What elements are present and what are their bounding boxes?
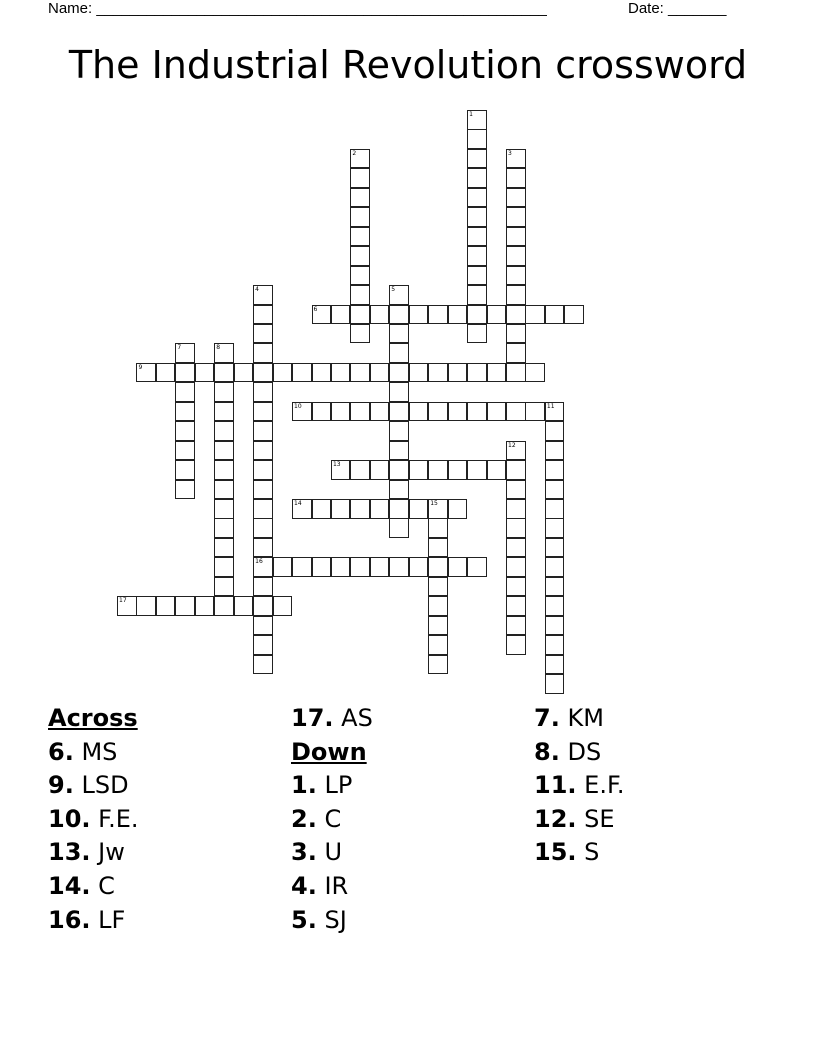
grid-cell[interactable] bbox=[506, 577, 526, 597]
grid-cell[interactable] bbox=[350, 402, 370, 422]
grid-cell[interactable] bbox=[428, 460, 448, 480]
clue-text: C bbox=[98, 871, 115, 900]
grid-cell[interactable] bbox=[428, 557, 448, 577]
grid-cell[interactable] bbox=[214, 499, 234, 519]
grid-cell[interactable] bbox=[545, 538, 565, 558]
cell-number: 13 bbox=[332, 461, 341, 469]
across-clue bbox=[48, 736, 139, 770]
grid-cell[interactable] bbox=[545, 616, 565, 636]
grid-cell[interactable] bbox=[156, 363, 176, 383]
clue-number: 2. bbox=[291, 804, 317, 833]
clue-text: SE bbox=[584, 804, 615, 833]
grid-cell[interactable] bbox=[506, 363, 526, 383]
down-clue bbox=[291, 803, 373, 837]
grid-cell[interactable] bbox=[409, 557, 429, 577]
grid-cell[interactable] bbox=[350, 557, 370, 577]
clue-number: 16. bbox=[48, 905, 91, 934]
grid-cell[interactable] bbox=[253, 480, 273, 500]
down-clue bbox=[291, 769, 373, 803]
grid-cell[interactable] bbox=[487, 402, 507, 422]
grid-cell[interactable] bbox=[312, 557, 332, 577]
grid-cell[interactable] bbox=[175, 596, 195, 616]
clue-text: IR bbox=[324, 871, 349, 900]
grid-cell[interactable] bbox=[448, 499, 468, 519]
name-line: Name: ______________________________________________________ bbox=[48, 0, 547, 17]
grid-cell[interactable] bbox=[136, 596, 156, 616]
grid-cell[interactable] bbox=[370, 557, 390, 577]
clue-text: AS bbox=[341, 704, 373, 732]
clue-text: S bbox=[584, 838, 600, 867]
grid-cell[interactable] bbox=[214, 480, 234, 500]
grid-cell[interactable] bbox=[350, 285, 370, 305]
grid-cell[interactable] bbox=[506, 149, 526, 169]
grid-cell[interactable] bbox=[370, 499, 390, 519]
cell-number: 8 bbox=[216, 344, 221, 352]
clue-text: LSD bbox=[81, 771, 129, 800]
down-clue bbox=[534, 736, 625, 770]
grid-cell[interactable] bbox=[428, 499, 448, 519]
clue-text: MS bbox=[81, 737, 118, 766]
grid-cell[interactable] bbox=[545, 655, 565, 675]
grid-cell[interactable] bbox=[545, 402, 565, 422]
grid-cell[interactable] bbox=[273, 363, 293, 383]
grid-cell[interactable] bbox=[506, 557, 526, 577]
grid-cell[interactable] bbox=[506, 402, 526, 422]
grid-cell[interactable] bbox=[253, 421, 273, 441]
grid-cell[interactable] bbox=[467, 305, 487, 325]
grid-cell[interactable] bbox=[350, 266, 370, 286]
grid-cell[interactable] bbox=[214, 577, 234, 597]
grid-cell[interactable] bbox=[506, 207, 526, 227]
grid-cell[interactable] bbox=[175, 460, 195, 480]
grid-cell[interactable] bbox=[253, 518, 273, 538]
clue-column-1 bbox=[48, 702, 139, 937]
grid-cell[interactable] bbox=[545, 577, 565, 597]
cell-number: 16 bbox=[255, 558, 263, 566]
grid-cell[interactable] bbox=[214, 402, 234, 422]
grid-cell[interactable] bbox=[506, 499, 526, 519]
grid-cell[interactable] bbox=[350, 246, 370, 266]
grid-cell[interactable] bbox=[428, 635, 448, 655]
grid-cell[interactable] bbox=[253, 382, 273, 402]
across-clue bbox=[48, 870, 139, 904]
grid-cell[interactable] bbox=[545, 635, 565, 655]
grid-cell[interactable] bbox=[253, 596, 273, 616]
cell-number: 11 bbox=[546, 402, 555, 410]
grid-cell[interactable] bbox=[467, 246, 487, 266]
grid-cell[interactable] bbox=[370, 402, 390, 422]
grid-cell[interactable] bbox=[214, 421, 234, 441]
grid-cell[interactable] bbox=[545, 596, 565, 616]
clue-number: 12. bbox=[534, 804, 577, 833]
grid-cell[interactable] bbox=[409, 305, 429, 325]
grid-cell[interactable] bbox=[467, 460, 487, 480]
grid-cell[interactable] bbox=[370, 460, 390, 480]
grid-cell[interactable] bbox=[331, 305, 351, 325]
grid-cell[interactable] bbox=[156, 596, 176, 616]
grid-cell[interactable] bbox=[487, 460, 507, 480]
grid-cell[interactable] bbox=[331, 402, 351, 422]
clue-number: 7. bbox=[534, 704, 560, 732]
across-clue bbox=[48, 803, 139, 837]
clue-number: 10. bbox=[48, 804, 91, 833]
grid-cell[interactable] bbox=[389, 402, 409, 422]
clue-number: 8. bbox=[534, 737, 560, 766]
clue-text: DS bbox=[567, 737, 602, 766]
cell-number: 17 bbox=[119, 597, 127, 605]
grid-cell[interactable] bbox=[448, 363, 468, 383]
down-clue bbox=[291, 870, 373, 904]
grid-cell[interactable] bbox=[389, 480, 409, 500]
grid-cell[interactable] bbox=[175, 421, 195, 441]
grid-cell[interactable] bbox=[545, 674, 565, 694]
grid-cell[interactable] bbox=[467, 110, 487, 130]
clue-number: 15. bbox=[534, 838, 577, 867]
grid-cell[interactable] bbox=[506, 635, 526, 655]
grid-cell[interactable] bbox=[350, 460, 370, 480]
grid-cell[interactable] bbox=[350, 363, 370, 383]
grid-cell[interactable] bbox=[273, 557, 293, 577]
clue-column-3 bbox=[534, 702, 625, 870]
grid-cell[interactable] bbox=[389, 285, 409, 305]
cell-number: 6 bbox=[313, 305, 318, 313]
grid-cell[interactable] bbox=[428, 577, 448, 597]
grid-cell[interactable] bbox=[428, 538, 448, 558]
grid-cell[interactable] bbox=[370, 305, 390, 325]
grid-cell[interactable] bbox=[467, 149, 487, 169]
grid-cell[interactable] bbox=[506, 538, 526, 558]
grid-cell[interactable] bbox=[506, 596, 526, 616]
down-clue bbox=[534, 769, 625, 803]
grid-cell[interactable] bbox=[428, 616, 448, 636]
grid-cell[interactable] bbox=[253, 343, 273, 363]
grid-cell[interactable] bbox=[525, 363, 545, 383]
grid-cell[interactable] bbox=[467, 207, 487, 227]
clue-number: 17. bbox=[291, 704, 334, 732]
cell-number: 15 bbox=[430, 500, 438, 507]
grid-cell[interactable] bbox=[428, 596, 448, 616]
down-clue bbox=[534, 803, 625, 837]
grid-cell[interactable] bbox=[409, 402, 429, 422]
grid-cell[interactable] bbox=[389, 499, 409, 519]
grid-cell[interactable] bbox=[175, 441, 195, 461]
grid-cell[interactable] bbox=[195, 596, 215, 616]
grid-cell[interactable] bbox=[389, 324, 409, 344]
grid-cell[interactable] bbox=[214, 538, 234, 558]
grid-cell[interactable] bbox=[467, 363, 487, 383]
grid-cell[interactable] bbox=[253, 557, 273, 577]
grid-cell[interactable] bbox=[253, 616, 273, 636]
grid-cell[interactable] bbox=[506, 285, 526, 305]
clue-number: 13. bbox=[48, 838, 91, 867]
clue-text: Jw bbox=[98, 838, 125, 867]
cell-number: 14 bbox=[294, 500, 302, 507]
down-heading: Down bbox=[291, 737, 367, 766]
grid-cell[interactable] bbox=[506, 168, 526, 188]
grid-cell[interactable] bbox=[350, 324, 370, 344]
cell-number: 5 bbox=[391, 286, 396, 294]
clue-text: LF bbox=[98, 905, 126, 934]
cell-number: 7 bbox=[177, 344, 182, 352]
grid-cell[interactable] bbox=[545, 460, 565, 480]
grid-cell[interactable] bbox=[350, 168, 370, 188]
across-clue bbox=[48, 769, 139, 803]
grid-cell[interactable] bbox=[545, 499, 565, 519]
grid-cell[interactable] bbox=[389, 305, 409, 325]
grid-cell[interactable] bbox=[292, 402, 312, 422]
grid-cell[interactable] bbox=[506, 305, 526, 325]
clue-number: 1. bbox=[291, 771, 317, 800]
across-clue bbox=[48, 836, 139, 870]
grid-cell[interactable] bbox=[389, 518, 409, 538]
grid-cell[interactable] bbox=[175, 363, 195, 383]
grid-cell[interactable] bbox=[214, 441, 234, 461]
grid-cell[interactable] bbox=[350, 227, 370, 247]
grid-cell[interactable] bbox=[312, 402, 332, 422]
grid-cell[interactable] bbox=[467, 266, 487, 286]
down-clue bbox=[534, 702, 625, 736]
clue-number: 5. bbox=[291, 905, 317, 934]
grid-cell[interactable] bbox=[292, 557, 312, 577]
grid-cell[interactable] bbox=[467, 557, 487, 577]
grid-cell[interactable] bbox=[253, 305, 273, 325]
clue-text: SJ bbox=[324, 905, 347, 934]
grid-cell[interactable] bbox=[331, 557, 351, 577]
grid-cell[interactable] bbox=[506, 246, 526, 266]
cell-number: 9 bbox=[138, 363, 143, 371]
grid-cell[interactable] bbox=[253, 499, 273, 519]
grid-cell[interactable] bbox=[214, 343, 234, 363]
grid-cell[interactable] bbox=[214, 518, 234, 538]
clue-text: U bbox=[324, 838, 343, 867]
grid-cell[interactable] bbox=[214, 596, 234, 616]
grid-cell[interactable] bbox=[467, 324, 487, 344]
grid-cell[interactable] bbox=[428, 402, 448, 422]
grid-cell[interactable] bbox=[545, 305, 565, 325]
grid-cell[interactable] bbox=[350, 499, 370, 519]
grid-cell[interactable] bbox=[467, 168, 487, 188]
grid-cell[interactable] bbox=[564, 305, 584, 325]
grid-cell[interactable] bbox=[448, 402, 468, 422]
cell-number: 2 bbox=[352, 149, 357, 157]
grid-cell[interactable] bbox=[312, 363, 332, 383]
grid-cell[interactable] bbox=[312, 305, 332, 325]
grid-cell[interactable] bbox=[253, 635, 273, 655]
grid-cell[interactable] bbox=[331, 499, 351, 519]
grid-cell[interactable] bbox=[506, 441, 526, 461]
across-heading: Across bbox=[48, 704, 138, 732]
grid-cell[interactable] bbox=[253, 460, 273, 480]
grid-cell[interactable] bbox=[467, 285, 487, 305]
grid-cell[interactable] bbox=[253, 538, 273, 558]
grid-cell[interactable] bbox=[350, 188, 370, 208]
across-clue bbox=[291, 702, 373, 736]
down-clue bbox=[534, 836, 625, 870]
grid-cell[interactable] bbox=[253, 577, 273, 597]
grid-cell[interactable] bbox=[175, 402, 195, 422]
grid-cell[interactable] bbox=[506, 518, 526, 538]
grid-cell[interactable] bbox=[428, 655, 448, 675]
clue-text: C bbox=[324, 804, 342, 833]
grid-cell[interactable] bbox=[525, 402, 545, 422]
clue-number: 6. bbox=[48, 737, 74, 766]
clue-text: LP bbox=[324, 771, 353, 800]
clue-number: 3. bbox=[291, 838, 317, 867]
grid-cell[interactable] bbox=[487, 305, 507, 325]
grid-cell[interactable] bbox=[234, 363, 254, 383]
grid-cell[interactable] bbox=[467, 129, 487, 149]
grid-cell[interactable] bbox=[428, 305, 448, 325]
grid-cell[interactable] bbox=[428, 363, 448, 383]
clue-text: E.F. bbox=[584, 771, 625, 800]
grid-cell[interactable] bbox=[175, 382, 195, 402]
grid-cell[interactable] bbox=[506, 324, 526, 344]
grid-cell[interactable] bbox=[253, 655, 273, 675]
cell-number: 12 bbox=[508, 441, 516, 449]
grid-cell[interactable] bbox=[428, 518, 448, 538]
grid-cell[interactable] bbox=[448, 557, 468, 577]
grid-cell[interactable] bbox=[467, 227, 487, 247]
grid-cell[interactable] bbox=[409, 499, 429, 519]
grid-cell[interactable] bbox=[506, 460, 526, 480]
grid-cell[interactable] bbox=[253, 402, 273, 422]
grid-cell[interactable] bbox=[389, 421, 409, 441]
grid-cell[interactable] bbox=[234, 596, 254, 616]
grid-cell[interactable] bbox=[214, 363, 234, 383]
grid-cell[interactable] bbox=[409, 460, 429, 480]
grid-cell[interactable] bbox=[525, 305, 545, 325]
grid-cell[interactable] bbox=[175, 343, 195, 363]
cell-number: 10 bbox=[294, 402, 302, 410]
clue-number: 14. bbox=[48, 871, 91, 900]
grid-cell[interactable] bbox=[195, 363, 215, 383]
grid-cell[interactable] bbox=[506, 188, 526, 208]
grid-cell[interactable] bbox=[214, 557, 234, 577]
grid-cell[interactable] bbox=[545, 480, 565, 500]
grid-cell[interactable] bbox=[506, 266, 526, 286]
grid-cell[interactable] bbox=[467, 402, 487, 422]
grid-cell[interactable] bbox=[350, 207, 370, 227]
grid-cell[interactable] bbox=[389, 557, 409, 577]
grid-cell[interactable] bbox=[448, 305, 468, 325]
grid-cell[interactable] bbox=[409, 363, 429, 383]
clue-text: F.E. bbox=[98, 804, 139, 833]
grid-cell[interactable] bbox=[292, 499, 312, 519]
grid-cell[interactable] bbox=[312, 499, 332, 519]
grid-cell[interactable] bbox=[214, 382, 234, 402]
grid-cell[interactable] bbox=[545, 421, 565, 441]
grid-cell[interactable] bbox=[545, 441, 565, 461]
grid-cell[interactable] bbox=[175, 480, 195, 500]
grid-cell[interactable] bbox=[253, 441, 273, 461]
clue-number: 4. bbox=[291, 871, 317, 900]
clue-text: KM bbox=[567, 704, 604, 732]
grid-cell[interactable] bbox=[389, 382, 409, 402]
grid-cell[interactable] bbox=[331, 363, 351, 383]
grid-cell[interactable] bbox=[487, 363, 507, 383]
grid-cell[interactable] bbox=[389, 363, 409, 383]
clue-number: 9. bbox=[48, 771, 74, 800]
grid-cell[interactable] bbox=[117, 596, 137, 616]
down-clue bbox=[291, 904, 373, 938]
grid-cell[interactable] bbox=[506, 343, 526, 363]
grid-cell[interactable] bbox=[389, 460, 409, 480]
grid-cell[interactable] bbox=[214, 460, 234, 480]
grid-cell[interactable] bbox=[136, 363, 156, 383]
clue-number: 11. bbox=[534, 771, 577, 800]
grid-cell[interactable] bbox=[331, 460, 351, 480]
down-clue bbox=[291, 836, 373, 870]
grid-cell[interactable] bbox=[253, 285, 273, 305]
grid-cell[interactable] bbox=[389, 343, 409, 363]
grid-cell[interactable] bbox=[292, 363, 312, 383]
grid-cell[interactable] bbox=[253, 324, 273, 344]
grid-cell[interactable] bbox=[448, 460, 468, 480]
cell-number: 1 bbox=[469, 111, 473, 118]
grid-cell[interactable] bbox=[350, 149, 370, 169]
page-title: The Industrial Revolution crossword bbox=[68, 43, 748, 87]
clue-column-2 bbox=[291, 702, 373, 937]
grid-cell[interactable] bbox=[389, 441, 409, 461]
grid-cell[interactable] bbox=[506, 616, 526, 636]
grid-cell[interactable] bbox=[273, 596, 293, 616]
cell-number: 4 bbox=[255, 286, 259, 294]
cell-number: 3 bbox=[508, 149, 512, 157]
grid-cell[interactable] bbox=[350, 305, 370, 325]
grid-cell[interactable] bbox=[545, 518, 565, 538]
grid-cell[interactable] bbox=[506, 480, 526, 500]
grid-cell[interactable] bbox=[545, 557, 565, 577]
across-clue bbox=[48, 904, 139, 938]
grid-cell[interactable] bbox=[253, 363, 273, 383]
grid-cell[interactable] bbox=[467, 188, 487, 208]
grid-cell[interactable] bbox=[506, 227, 526, 247]
date-line: Date: _______ bbox=[628, 0, 727, 17]
grid-cell[interactable] bbox=[370, 363, 390, 383]
